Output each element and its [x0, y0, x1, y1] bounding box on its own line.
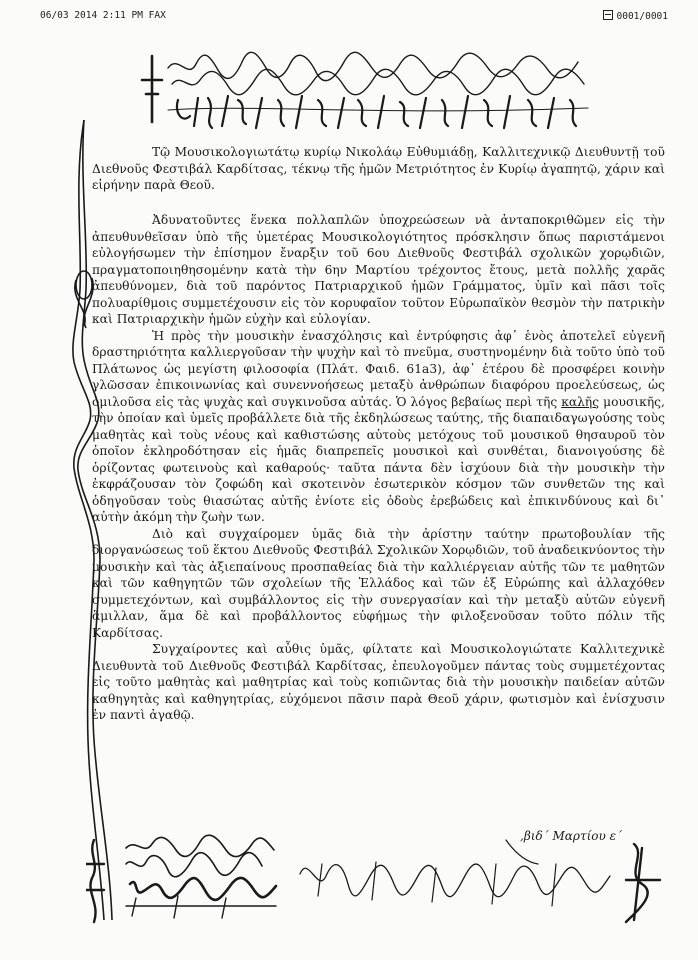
patriarch-signature-header [138, 50, 598, 130]
body-paragraph-2 [92, 328, 665, 526]
closing-signature [86, 834, 666, 924]
body-paragraph-2-part-a: Ἡ πρὸς τὴν μουσικὴν ἐνασχόλησις καὶ ἐντρύφησις ἀφ᾽ ἑνὸς ἀποτελεῖ εὐγενῆ δραστηριότητα καλλιεργοῦσαν τὴν ψυχὴν καὶ τὸ πνεῦμα, συστηνομένην διὰ τοῦτο ὑπὸ τοῦ Πλάτωνος ὡς μεγίστη φιλοσοφία (Πλάτ. Φαιδ. 61a3), ἀφ᾽ ἑτέρου δὲ προσφέρει κοινὴν γλῶσσαν ἐπικοινωνίας καὶ συνεννοήσεως μεταξὺ ἀνθρώπων διαφόρου προελεύσεως, ὡς ὁμιλοῦσα εἰς τὰς ψυχὰς καὶ συγκινοῦσα αὐτάς. Ὁ λόγος βεβαίως περὶ τῆς [92, 328, 665, 409]
fax-page-number: 0001/0001 [616, 11, 668, 22]
body-paragraph-1: Ἀδυνατοῦντες ἕνεκα πολλαπλῶν ὑποχρεώσεων νὰ ἀνταποκριθῶμεν εἰς τὴν ἀπευθυνθεῖσαν ὑπὸ τῆς ὑμετέρας Μουσικολογιότητος πρόσκλησιν ὅπως παριστάμενοι εὐλογήσωμεν τὴν ἐπίσημον ἔναρξιν τοῦ 6ου Διεθνοῦς Φεστιβάλ σχολικῶν χορῳδιῶν, πραγματοποιηθησομένην κατὰ τὴν 6ην Μαρτίου τρέχοντος ἔτους, μετὰ πολλῆς χαρᾶς ἀπευθύνομεν, διὰ τοῦ παρόντος Πατριαρχικοῦ ἡμῶν Γράμματος, ὑμῖν καὶ πᾶσι τοῖς πολυαρίθμοις συμμετέχουσιν εἰς τὸν κορυφαῖον τοῦτον Εὐρωπαϊκὸν θεσμὸν τὴν πατρικὴν καὶ Πατριαρχικὴν ἡμῶν εὐχὴν καὶ εὐλογίαν. [92, 213, 665, 326]
fax-header [40, 10, 668, 24]
closing-signature-drawing [86, 834, 666, 924]
letter-body [92, 212, 665, 724]
addressee-paragraph [92, 144, 665, 194]
underlined-word: καλῆς [561, 394, 600, 409]
body-paragraph-2-part-b: μουσικῆς, τὴν ὁποίαν καὶ ὑμεῖς προβάλλετε διὰ τῆς ἐκδηλώσεως ταύτης, τῆς διαπαιδαγωγούσης τοὺς μαθητὰς καὶ τοὺς νέους καὶ καθιστώσης αὐτοὺς μετόχους τοῦ μουσικοῦ θησαυροῦ τὸν ὁποῖον ἐκληροδότησαν εἰς ἡμᾶς διαπρεπεῖς μουσικοὶ καὶ συνθέται, διανοιγούσης δὲ ὁρίζοντας φωτεινοὺς καὶ καθαρούς· ταῦτα πάντα δὲν ἰσχύουν διὰ τὴν μουσικὴν τὴν ἐκφράζουσαν τὸν ζοφώδη καὶ σκοτεινὸν ἐσωτερικὸν κόσμον τῶν συνθετῶν της καὶ ὁδηγοῦσαν τοὺς θιασώτας αὐτῆς ἐνίοτε εἰς ὁδοὺς ἐρεβώδεις καὶ ἐπικινδύνους καὶ δι᾽ αὐτὴν ἀκόμη τὴν ζωὴν των. [92, 394, 665, 524]
fax-page-count [603, 10, 668, 22]
letter-date: ,βιδ´ Μαρτίου ε´ [520, 829, 623, 843]
body-paragraph-4: Συγχαίροντες καὶ αὖθις ὑμᾶς, φίλτατε καὶ Μουσικολογιώτατε Καλλιτεχνικὲ Διευθυντὰ τοῦ Διεθνοῦς Φεστιβάλ Καρδίτσας, ἐπευλογοῦμεν πάντας τοὺς συμμετέχοντας εἰς τοῦτο μαθητὰς καὶ μαθητρίας καὶ τοὺς κοπιῶντας διὰ τὴν μουσικὴν παιδείαν αὐτῶν καθηγητὰς καὶ καθηγητρίας, εὐχόμενοι πᾶσιν παρὰ Θεοῦ χάριν, φωτισμὸν καὶ ἐνίσχυσιν ἐν παντὶ ἀγαθῷ. [92, 642, 665, 722]
body-paragraph-3: Διὸ καὶ συγχαίρομεν ὑμᾶς διὰ τὴν ἀρίστην ταύτην πρωτοβουλίαν τῆς διοργανώσεως τοῦ ἕκτου Διεθνοῦς Φεστιβάλ Σχολικῶν Χορῳδιῶν, τοῦ ἀναδεικνύοντος τὴν μουσικὴν καὶ τὰς ἀξιεπαίνους προσπαθείας διὰ τὴν καλλιέργειαν αὐτῆς τῶν τε μαθητῶν καὶ τῶν καθηγητῶν τῶν σχολείων τῆς Ἑλλάδος καὶ τῶν ἐξ Εὐρώπης καὶ ἀλλαχόθεν συμμετεχόντων, καὶ συμβάλλοντος εἰς τὴν συνεργασίαν καὶ τὴν μεταξὺ αὐτῶν εὐγενῆ ἅμιλλαν, ἅμα δὲ καὶ προβάλλοντος εὐφήμως τὴν φιλοξενοῦσαν τοῦτο πόλιν τῆς Καρδίτσας. [92, 526, 665, 640]
addressee-text: Τῷ Μουσικολογιωτάτῳ κυρίῳ Νικολάῳ Εὐθυμιάδῃ, Καλλιτεχνικῷ Διευθυντῇ τοῦ Διεθνοῦς Φεστιβάλ Καρδίτσας, τέκνῳ τῆς ἡμῶν Μετριότητος ἐν Κυρίῳ ἀγαπητῷ, χάριν καὶ εἰρήνην παρὰ Θεοῦ. [92, 145, 665, 192]
fax-page-icon [603, 10, 613, 20]
fax-timestamp: 06/03 2014 2:11 PM FAX [40, 10, 166, 21]
calligraphic-signature-drawing [138, 50, 598, 130]
